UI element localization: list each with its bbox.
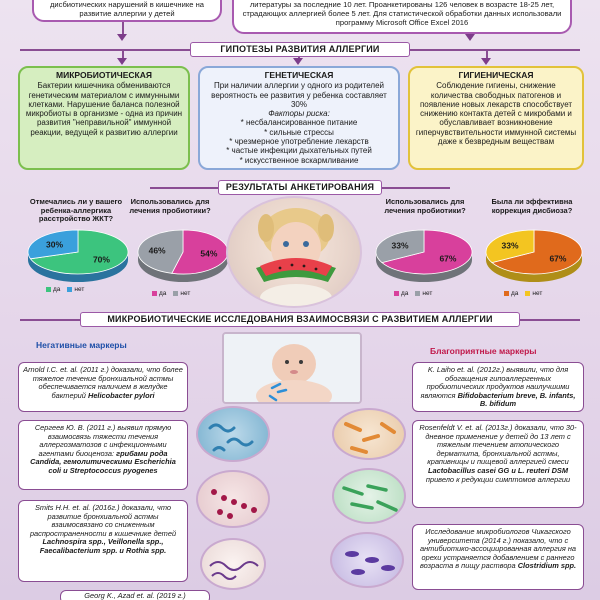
- legend-no: [415, 290, 432, 297]
- legend-no-text: нет: [532, 290, 543, 297]
- positive-markers-title-text: Благоприятные маркеры: [430, 346, 537, 356]
- legend-swatch: [525, 291, 530, 296]
- legend-no: [67, 286, 84, 293]
- hypothesis-genetic-title: ГЕНЕТИЧЕСКАЯ: [264, 70, 334, 80]
- legend-q1: [46, 286, 84, 293]
- negative-marker-2-text: Сергеев Ю. В. (2011 г.) выявил прямую взаимосвязь тяжести течения аллергозматозов с инфекционными агентами биоценоза:: [34, 423, 172, 458]
- survey-question-4-text: Была ли эффективна коррекция дисбиоза?: [491, 197, 573, 215]
- positive-marker-3-text: Исследование микробиологов Чикагского университета (2014 г.) показало, что с антибиотико-ассоциированная аллергия на орехи устраняется добавлением с раннего возраста в пищу раствора: [419, 527, 576, 571]
- risk-factor-item: * сильные стрессы: [264, 127, 334, 137]
- pie-slice-yes-label: 54%: [200, 248, 218, 259]
- legend-yes: [46, 286, 60, 293]
- positive-marker-3-bacteria: Clostridium spp.: [517, 561, 577, 571]
- positive-marker-2-result: привело к редукции симптомов аллергии: [425, 474, 571, 484]
- arrow-down-icon: [117, 34, 127, 41]
- pie-chart-q1: [18, 222, 138, 296]
- pie-slice-yes-label: 70%: [92, 254, 110, 265]
- legend-yes-text: да: [401, 290, 409, 297]
- legend-yes-text: да: [159, 290, 167, 297]
- legend-no: [173, 290, 190, 297]
- micrograph-illustration: [334, 410, 406, 460]
- survey-title-text: РЕЗУЛЬТАТЫ АНКЕТИРОВАНИЯ: [225, 182, 375, 192]
- negative-marker-1-bacteria: Helicobacter pylori: [87, 390, 155, 400]
- negative-marker-4-text: Georg K., Azad et. al. (2019 г.): [84, 591, 186, 600]
- hypothesis-microbiotic: [18, 66, 190, 170]
- positive-marker-2: [412, 420, 584, 508]
- hypothesis-genetic-factors-title: Факторы риска:: [268, 109, 330, 119]
- risk-factor-item: * чрезмерное употребление лекарств: [229, 137, 369, 147]
- survey-question-2-text: Использовались для лечения пробиотики?: [129, 197, 211, 215]
- survey-question-4: [480, 198, 584, 215]
- legend-yes: [152, 290, 166, 297]
- negative-marker-4: [60, 590, 210, 600]
- micrograph-illustration: [332, 534, 404, 588]
- positive-marker-3: [412, 524, 584, 590]
- survey-question-3-text: Использовались для лечения пробиотики?: [384, 197, 466, 215]
- hypotheses-title: [190, 42, 410, 57]
- legend-swatch: [394, 291, 399, 296]
- risk-factor-item: * искусственное вскармливание: [239, 155, 359, 165]
- negative-marker-3-bacteria: Lachnospira spp., Veillonella spp., Faecalibacterium spp. и Rothia spp.: [39, 537, 167, 555]
- pie-slice-yes-label: 67%: [549, 253, 567, 264]
- negative-marker-1-text: Arnold I.C. et. al. (2011 г.) доказали, что более тяжелое течение бронхиальной астмы обеспечивается наличием в желудке бактерий: [23, 365, 183, 400]
- positive-marker-1-bacteria: Bifidobacterium breve, B. infants, B. bifidum: [457, 390, 576, 409]
- micrograph-illustration: [198, 472, 270, 528]
- legend-yes-text: да: [511, 290, 519, 297]
- micrograph-helicobacter: [196, 406, 270, 462]
- child-photo-illustration: [228, 198, 362, 308]
- risk-factor-item: * частые инфекции дыхательных путей: [226, 146, 372, 156]
- positive-markers-title: [430, 346, 537, 356]
- negative-markers-title: [36, 340, 127, 350]
- positive-marker-1: [412, 362, 584, 412]
- legend-swatch: [504, 291, 509, 296]
- micrograph-candida: [196, 470, 270, 528]
- legend-q4: [504, 290, 542, 297]
- micrograph-clostridium: [330, 532, 404, 588]
- pie-chart-q3: [366, 222, 482, 296]
- legend-swatch: [46, 287, 51, 292]
- positive-marker-2-bacteria: Lactobacillus casei GG и L. reuteri DSM: [427, 465, 569, 475]
- arrow-down-icon: [465, 34, 475, 41]
- pie-chart-q2: [128, 222, 238, 296]
- survey-title: [218, 180, 382, 195]
- hypothesis-genetic-text: При наличии аллергии у одного из родителей вероятность ее развития у ребенка составляет 30%: [211, 81, 387, 109]
- pie-slice-no-label: 46%: [148, 245, 166, 256]
- hypothesis-hygienic-title: ГИГИЕНИЧЕСКАЯ: [458, 70, 534, 80]
- positive-marker-2-text: Rosenfeldt V. et. al. (2013г.) доказали, что 30-дневное применение у детей до 13 лет с тяжелым течением атопического дерматита, бронхиальной астмы, крапивницы и пищевой аллергией смеси: [419, 423, 577, 467]
- hypothesis-hygienic: [408, 66, 584, 170]
- arrow-down-icon: [293, 58, 303, 65]
- research-title: [80, 312, 520, 327]
- legend-swatch: [152, 291, 157, 296]
- survey-question-3: [372, 198, 478, 215]
- pie-slice-no-label: 33%: [501, 240, 519, 251]
- top-note-right: [232, 0, 572, 34]
- legend-yes-text: да: [53, 286, 61, 293]
- micrograph-bifidobacterium: [332, 408, 406, 460]
- negative-marker-1: [18, 362, 188, 412]
- micrograph-illustration: [202, 540, 266, 590]
- micrograph-lachnospira: [200, 538, 266, 590]
- micrograph-lactobacillus: [332, 468, 406, 524]
- negative-marker-2-bacteria: грибами рода Candida, гемолитическими Escherichia coli и Streptococcus pyogenes: [30, 448, 176, 475]
- legend-yes: [504, 290, 518, 297]
- hypotheses-title-text: ГИПОТЕЗЫ РАЗВИТИЯ АЛЛЕРГИИ: [220, 44, 380, 54]
- arrow-down-icon: [117, 58, 127, 65]
- survey-question-1-text: Отмечались ли у вашего ребенка-аллергика расстройство ЖКТ?: [29, 197, 123, 223]
- pie-slice-yes-label: 67%: [439, 253, 457, 264]
- research-title-text: МИКРОБИОТИЧЕСКИЕ ИССЛЕДОВАНИЯ ВЗАИМОСВЯЗИ С РАЗВИТИЕМ АЛЛЕРГИИ: [107, 314, 493, 324]
- negative-marker-3-text: Smits H.H. et. al. (2016г.) доказали, что развитие бронхиальной астмы взаимосвязано со сниженным распространенности в кишечнике детей: [29, 503, 177, 538]
- legend-no-text: нет: [180, 290, 191, 297]
- pie-chart-q4: [476, 222, 592, 296]
- negative-marker-2: [18, 420, 188, 490]
- micrograph-illustration: [198, 408, 270, 462]
- pie-slice-no-label: 30%: [46, 239, 64, 250]
- legend-yes: [394, 290, 408, 297]
- positive-marker-1-text: K. Laiho et. al. (2012г.) выявили, что для обогащения гипоаллергенных пробиотических продуктов наилучшими являются: [420, 365, 570, 400]
- arrow-down-icon: [481, 58, 491, 65]
- legend-no: [525, 290, 542, 297]
- legend-swatch: [415, 291, 420, 296]
- hypothesis-microbiotic-title: МИКРОБИОТИЧЕСКАЯ: [56, 70, 152, 80]
- legend-swatch: [173, 291, 178, 296]
- negative-marker-3: [18, 500, 188, 582]
- infant-photo: [222, 332, 362, 404]
- child-watermelon-photo: [226, 196, 362, 308]
- negative-markers-title-text: Негативные маркеры: [36, 340, 127, 350]
- legend-q3: [394, 290, 432, 297]
- legend-no-text: нет: [422, 290, 433, 297]
- infant-photo-illustration: [224, 334, 362, 404]
- legend-q2: [152, 290, 190, 297]
- legend-no-text: нет: [74, 286, 85, 293]
- legend-swatch: [67, 287, 72, 292]
- top-note-left: [32, 0, 222, 22]
- hypothesis-genetic: [198, 66, 400, 170]
- survey-question-1: [20, 198, 132, 224]
- risk-factor-item: * несбалансированное питание: [240, 118, 358, 128]
- hypothesis-hygienic-text: Соблюдение гигиены, снижение количества свободных патогенов и появление новых лекарств способствует снижению контакта детей с микробами и обуславливает возникновение гиперчувствительности иммунной системы даже к безвредным веществам: [415, 81, 577, 147]
- top-note-right-text: литературы за последние 10 лет. Проанкетированы 126 человек в возрасте 18-25 лет, страдающих аллергией более 5 лет. Для статистической обработки данных использовали программу Microsoft Office Excel 2016: [242, 0, 562, 27]
- pie-slice-no-label: 33%: [391, 240, 409, 251]
- micrograph-illustration: [334, 470, 406, 524]
- top-note-left-text: дисбиотических нарушений в кишечнике на развитие аллергии у детей: [49, 0, 205, 18]
- survey-question-2: [118, 198, 222, 215]
- hypothesis-microbiotic-text: Бактерии кишечника обмениваются генетическим материалом с иммунными клетками. Нарушение баланса полезной микробиоты в организме - одна из причин развития "неправильной" иммунной реакции, ведущей к развитию аллергии: [25, 81, 183, 137]
